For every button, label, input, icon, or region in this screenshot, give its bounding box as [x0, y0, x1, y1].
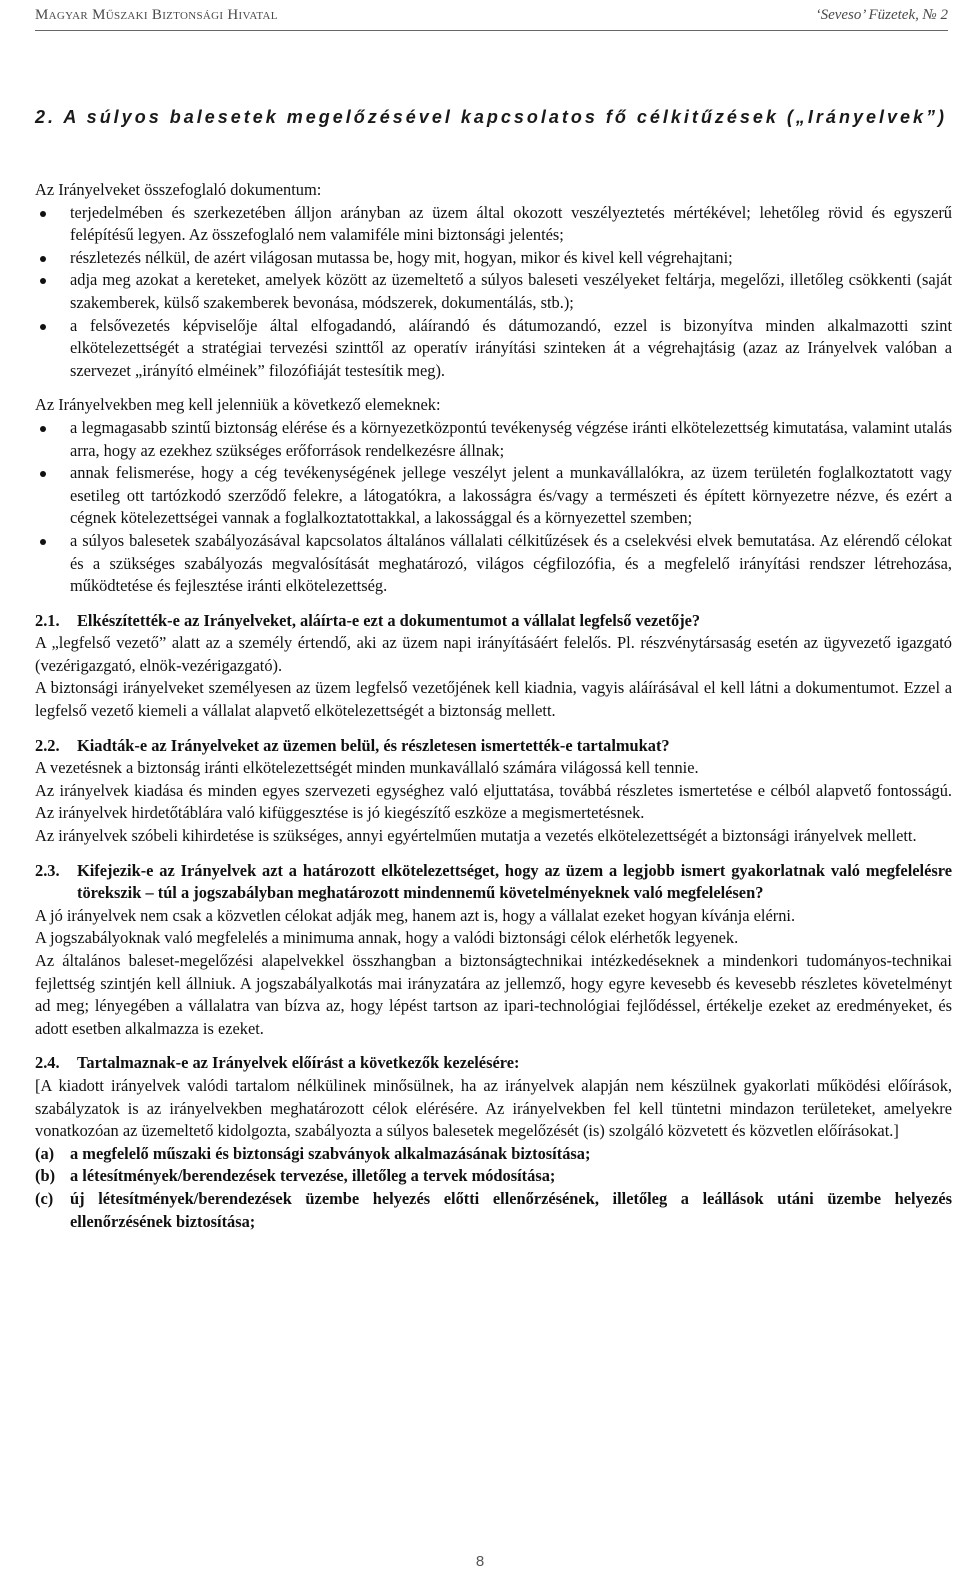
- section-title: Kifejezik-e az Irányelvek azt a határozott elkötelezettséget, hogy az üzem a legjobb ismert gyakorlatnak való megfelelésre törekszik – túl a jogszabályban meghatározott mindennemű követelményeknek való megfelelésen?: [77, 860, 952, 903]
- header-series: ‘Seveso’ Füzetek, № 2: [815, 7, 948, 23]
- elements-bullet-list: [35, 417, 952, 598]
- paragraph: A jó irányelvek nem csak a közvetlen célokat adják meg, hanem azt is, hogy a vállalat ezeket hogyan kívánja elérni.: [35, 905, 796, 925]
- section-heading: [35, 735, 952, 758]
- chapter-title: 2. A súlyos balesetek megelőzésével kapcsolatos fő célkitűzések („Irányelvek”): [35, 107, 947, 127]
- running-header: [35, 4, 948, 31]
- list-item: a legmagasabb szintű biztonság elérése és a környezetközpontú tevékenység végzése iránti elkötelezettség kimutatása, valamint utalás arra, hogy az ezekhez szükséges erőforrások rendelkezésre állnak;: [35, 417, 952, 462]
- section-heading: [35, 610, 952, 633]
- section-number: 2.4.: [35, 1053, 60, 1073]
- list-item: a súlyos balesetek szabályozásával kapcsolatos általános vállalati célkitűzések és a cselekvési elvek bemutatása. Az elérendő célokat és a szükséges szabályozás megvalósítását meghatározó, világos cégfilozófia, és a megfelelő irányítási rendszer létrehozása, működtetése és fejlesztése iránti elkötelezettség.: [35, 530, 952, 598]
- section-2-2: [35, 735, 952, 848]
- item-text: a megfelelő műszaki és biztonsági szabványok alkalmazásának biztosítása;: [70, 1143, 591, 1163]
- intro-lead: Az Irányelveket összefoglaló dokumentum:: [35, 180, 322, 199]
- item-text: új létesítmények/berendezések üzembe helyezés előtti ellenőrzésének, illetőleg a leállások utáni üzembe helyezés ellenőrzésének biztosítása;: [70, 1188, 952, 1231]
- paragraph: Az általános baleset-megelőzési alapelvekkel összhangban a biztonságtechnikai intézkedéseknek a mindenkori tudományos-technikai fejlettség szintjén kell állniuk. A jogszabályalkotás mai irányzatára az jellemző, hogy egyre kevesebb és kevesebb részletes követelményt ad meg; lényegében a vállalatra van bízva az, hogy lépést tartson az ipari-technológiai fejlődéssel, értékelje ezeket az eredményeket, és adott esetben alkalmazza is ezeket.: [35, 951, 952, 1038]
- page-number: 8: [475, 1553, 485, 1570]
- document-body: [35, 105, 952, 1233]
- section-2-1: [35, 610, 952, 723]
- paragraph: Az irányelvek kiadása és minden egyes szervezeti egységhez való eljuttatása, továbbá részletes ismertetése e célból alapvető fontosságú. Az irányelvek hirdetőtáblára való kifüggesztése is jó kiegészítő eszköze a megismertetésnek.: [35, 780, 952, 823]
- list-item: [35, 1165, 952, 1188]
- section-title: Tartalmaznak-e az Irányelvek előírást a következők kezelésére:: [77, 1053, 520, 1073]
- list-item: adja meg azokat a kereteket, amelyek között az üzemeltető a súlyos baleseti veszélyeket feltárja, megelőzi, illetőleg csökkenti (saját szakemberek, külső szakemberek bevonása, módszerek, dokumentálás, stb.);: [35, 269, 952, 314]
- item-label: (c): [35, 1188, 54, 1208]
- section-heading: [35, 860, 952, 905]
- section-2-3: [35, 860, 952, 1041]
- section-number: 2.3.: [35, 860, 60, 880]
- list-item: [35, 1143, 952, 1166]
- paragraph: A „legfelső vezető” alatt az a személy értendő, aki az üzem napi irányításáért felelős. Pl. részvénytársaság esetén az ügyvezető igazgató (vezérigazgató, elnök-vezérigazgató).: [35, 633, 952, 675]
- section-number: 2.1.: [35, 610, 60, 630]
- section-2-4: [35, 1052, 952, 1233]
- paragraph: A biztonsági irányelveket személyesen az üzem legfelső vezetőjének kell kiadnia, vagyis aláírásával el kell látni a dokumentumot. Ezzel a legfelső vezető kiemeli a vállalat alapvető elkötelezettségét a biztonság mellett.: [35, 678, 952, 721]
- item-text: a létesítmények/berendezések tervezése, illetőleg a tervek módosítása;: [70, 1166, 556, 1186]
- intro-bullet-list: [35, 202, 952, 383]
- section-title: Kiadták-e az Irányelveket az üzemen belül, és részletesen ismertették-e tartalmukat?: [77, 735, 670, 755]
- section-number: 2.2.: [35, 735, 60, 755]
- paragraph: [A kiadott irányelvek valódi tartalom nélkülinek minősülnek, ha az irányelvek alapján nem készülnek gyakorlati működési előírások, szabályzatok is az irányelvekben meghatározott célok elérésére. Az irányelvekben fel kell tüntetni mindazon területeket, amelyekre vonatkozóan az üzemeltető kidolgozta, szabályozta a súlyos balesetek megelőzését (is) szolgáló közvetett és közvetlen előírásokat.]: [35, 1075, 952, 1141]
- section-heading: [35, 1052, 952, 1075]
- list-item: annak felismerése, hogy a cég tevékenységének jellege veszélyt jelent a munkavállalókra, az üzem területén foglalkoztatott vagy esetileg ott tartózkodó szerződő felekre, a látogatókra, a lakosságra és/vagy a természeti és épített környezetre nézve, és ezért a cégnek kötelezettségei vannak a foglalkoztatottakkal, a lakossággal és a környezettel szemben;: [35, 462, 952, 530]
- item-label: (a): [35, 1143, 55, 1163]
- section-title: Elkészítették-e az Irányelveket, aláírta-e ezt a dokumentumot a vállalat legfelső vezetője?: [77, 610, 701, 630]
- paragraph: Az irányelvek szóbeli kihirdetése is szükséges, annyi egyértelműen mutatja a vezetés elkötelezettségét a biztonsági irányelvek mellett.: [35, 826, 917, 846]
- list-item: a felsővezetés képviselője által elfogadandó, aláírandó és dátumozandó, ezzel is bizonyítva minden alkalmazotti szint elkötelezettségét a stratégiai tervezési szinttől az operatív irányítási szinteken át a végrehajtásig (azaz az Irányelvek valóban a szervezet „irányító elméinek” filozófiáját testesítik meg).: [35, 315, 952, 383]
- list-item: terjedelmében és szerkezetében álljon arányban az üzem által okozott veszélyeztetés mértékével; lehetőleg rövid és egyszerű felépítésű legyen. Az összefoglaló nem valamiféle mini biztonsági jelentés;: [35, 202, 952, 247]
- paragraph: A vezetésnek a biztonság iránti elkötelezettségét minden munkavállaló számára világossá kell tennie.: [35, 758, 699, 778]
- paragraph: A jogszabályoknak való megfelelés a minimuma annak, hogy a valódi biztonsági célok elérhetők legyenek.: [35, 928, 739, 948]
- elements-lead: Az Irányelvekben meg kell jelenniük a következő elemeknek:: [35, 395, 441, 415]
- list-item: részletezés nélkül, de azért világosan mutassa be, hogy mit, hogyan, mikor és kivel kell végrehajtani;: [35, 247, 952, 270]
- header-publisher: Magyar Műszaki Biztonsági Hivatal: [35, 7, 278, 23]
- requirement-list: [35, 1143, 952, 1233]
- item-label: (b): [35, 1166, 56, 1186]
- list-item: [35, 1188, 952, 1233]
